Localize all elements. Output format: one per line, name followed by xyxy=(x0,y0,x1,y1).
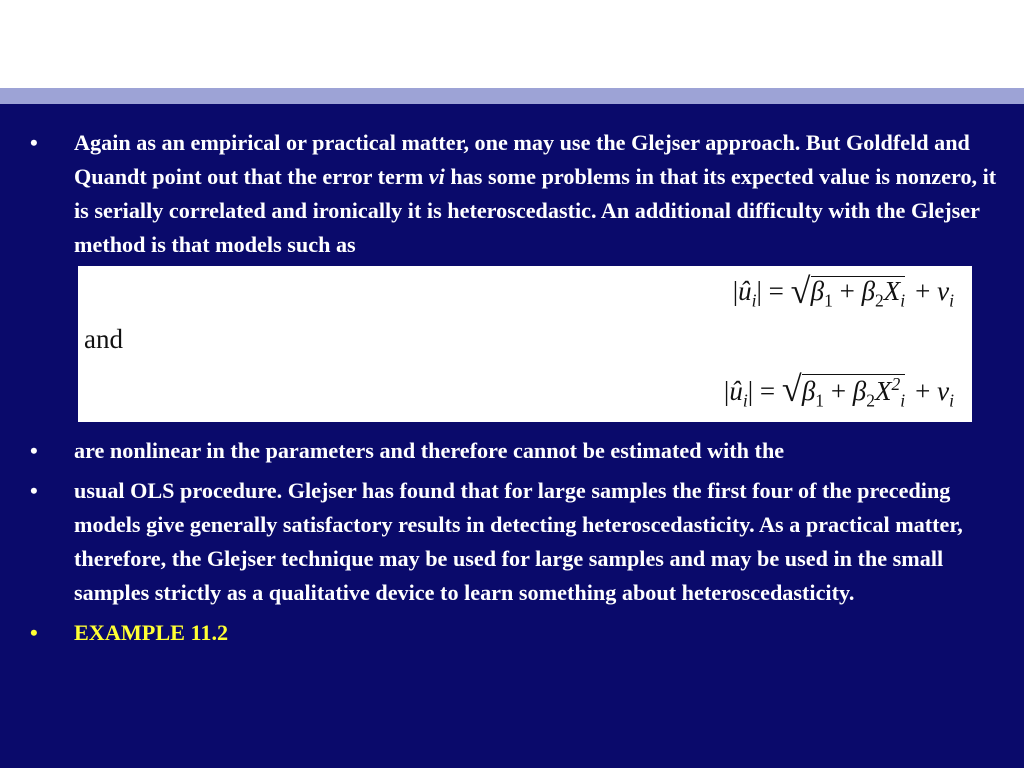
slide-content xyxy=(28,126,1008,650)
equation-1: $|û_i|$ = √ $\beta_1 + \beta_2X_i + \nu_i$ xyxy=(732,271,954,311)
bullet-marker: • xyxy=(30,620,38,645)
header-stripe xyxy=(0,88,1024,104)
example-heading: EXAMPLE 11.2 xyxy=(74,620,229,645)
bullet-marker: • xyxy=(30,438,38,463)
bullet-item-3 xyxy=(28,474,1008,610)
equation-image xyxy=(78,266,972,422)
bullet-text-1-term: vi xyxy=(428,164,445,189)
bullet-marker: • xyxy=(30,130,38,155)
equation-connector: and xyxy=(84,324,123,354)
bullet-item-1 xyxy=(28,126,1008,262)
bullet-item-4 xyxy=(28,616,1008,650)
bullet-text-3: usual OLS procedure. Glejser has found that for large samples the first four of the preceding models give generally satisfactory results in detecting heteroscedasticity. As a practical matter, therefore, the Glejser technique may be used for large samples and may be used in the small samples strictly as a qualitative device to learn something about heteroscedasticity. xyxy=(74,478,963,605)
equation-2: $|û_i|$ = √ $\beta_1 + \beta_2X^2_i + \nu_i$ xyxy=(723,369,954,411)
bullet-text-1a: Again as an empirical or practical matter, one may use the Glejser approach. But Goldfeld and Quandt point out that the error term xyxy=(74,130,970,189)
bullet-text-1b: has some problems in that its expected value is nonzero, it is serially correlated and ironically it is heteroscedastic. An additional difficulty with the Glejser method is that models such as xyxy=(74,164,997,257)
header-band xyxy=(0,0,1024,88)
bullet-item-2 xyxy=(28,434,1008,468)
bullet-marker: • xyxy=(30,478,38,503)
bullet-text-2: are nonlinear in the parameters and therefore cannot be estimated with the xyxy=(74,438,785,463)
